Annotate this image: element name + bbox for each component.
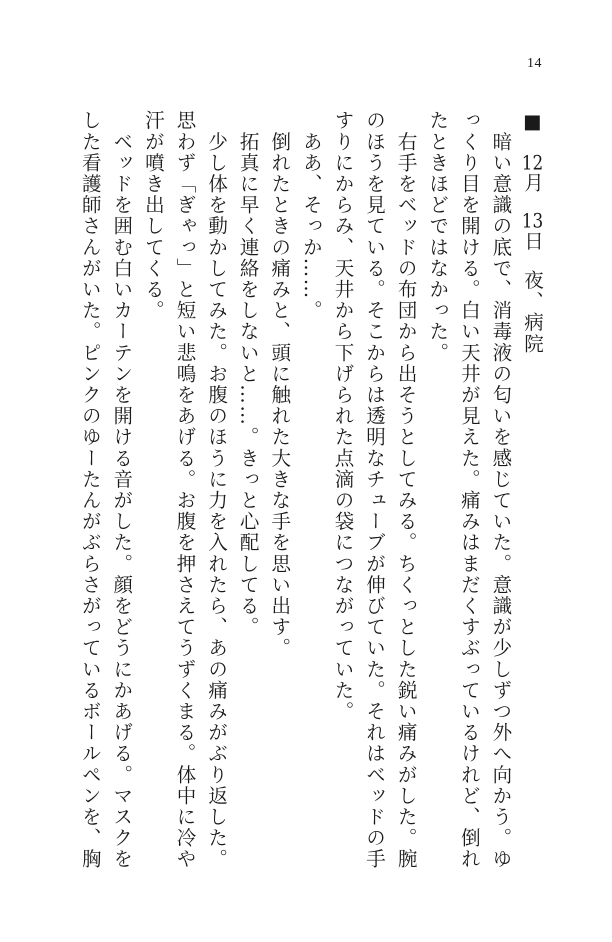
body-line: 少し体を動かしてみた。お腹のほうに力を入れたら、あの痛みがぶり返した。 [205, 110, 229, 870]
body-line: 倒れたときの痛みと、頭に触れた大きな手を思い出す。 [268, 110, 292, 659]
body-line: すりにからみ、天井から下げられた点滴の袋につながっていた。 [331, 110, 355, 722]
body-line: 汗が噴き出してくる。 [141, 110, 165, 321]
heading-day: 13 [521, 211, 544, 231]
heading-month: 12 [521, 152, 544, 173]
body-line: ああ、そっか……。 [299, 110, 323, 321]
vertical-text-body [74, 110, 548, 900]
body-line: 暗い意識の底で、消毒液の匂いを感じていた。意識が少しずつ外へ向かう。ゆ [489, 110, 513, 870]
heading-day-unit: 日 [521, 230, 544, 252]
heading-square-mark: ■ [521, 110, 544, 135]
body-line: ベッドを囲む白いカーテンを開ける音がした。顔をどうにかあげる。マスクを [110, 110, 134, 870]
section-heading [516, 110, 548, 900]
heading-month-unit: 月 [521, 172, 544, 194]
body-line: 右手をベッドの布団から出そうとしてみる。ちくっとした鋭い痛みがした。腕 [394, 110, 418, 870]
body-line: たときほどではなかった。 [426, 110, 450, 364]
body-line: のほうを見ている。そこからは透明なチューブが伸びていた。それはベッドの手 [363, 110, 387, 870]
body-line: 拓真に早く連絡をしないと……。きっと心配してる。 [236, 110, 260, 638]
page-number: 14 [527, 56, 542, 71]
body-line: 思わず「ぎゃっ」と短い悲鳴をあげる。お腹を押さえてうずくまる。体中に冷や [173, 110, 197, 870]
heading-time-place: 夜、病院 [521, 269, 544, 355]
body-line: した看護師さんがいた。ピンクのゆーたんがぶらさがっているボールペンを、胸 [78, 110, 102, 870]
body-line: っくり目を開ける。白い天井が見えた。痛みはまだくすぶっているけれど、倒れ [457, 110, 481, 870]
